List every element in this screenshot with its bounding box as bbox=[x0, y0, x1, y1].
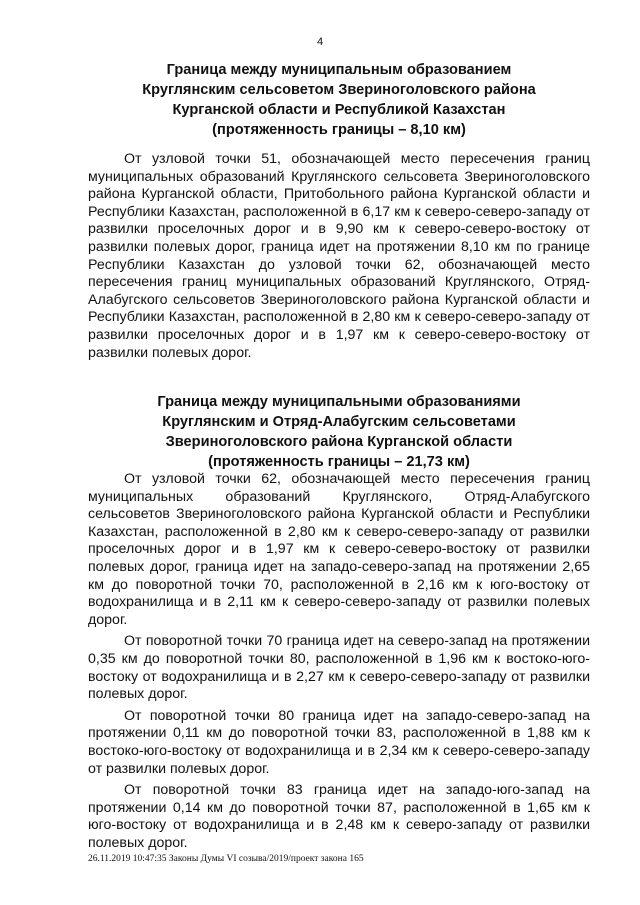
section1-body bbox=[88, 151, 590, 362]
section2-title-line: (протяженность границы – 21,73 км) bbox=[208, 454, 470, 470]
footer-stamp: 26.11.2019 10:47:35 Законы Думы VI созыва/2019/проект закона 165 bbox=[88, 854, 364, 864]
section1-title-line: (протяженность границы – 8,10 км) bbox=[212, 122, 466, 138]
section1-title bbox=[88, 60, 590, 140]
section2-body bbox=[88, 471, 590, 852]
section2-title-line: Звериноголовского района Курганской области bbox=[165, 434, 513, 450]
section1-paragraph: От узловой точки 51, обозначающей место пересечения границ муниципальных образований Круглянского сельсовета Звериноголовского района Курганской области, Притобольного района Курганской области и Республики Казахстан, расположенной в 6,17 км к северо-северо-западу от развилки проселочных дорог и в 9,90 км к северо-северо-востоку от развилки полевых дорог, граница идет на протяжении 8,10 км по границе Республики Казахстан до узловой точки 62, обозначающей место пересечения границ муниципальных образований Круглянского, Отряд-Алабугского сельсоветов Звериноголовского района Курганской области и Республики Казахстан, расположенной в 2,80 км к северо-северо-западу от развилки проселочных дорог и в 1,97 км к северо-северо-востоку от развилки полевых дорог. bbox=[88, 151, 590, 361]
section2-paragraph: От поворотной точки 80 граница идет на западо-северо-запад на протяжении 0,11 км до поворотной точки 83, расположенной в 1,88 км к востоко-юго-востоку от водохранилища и в 2,34 км к северо-северо-западу от развилки полевых дорог. bbox=[88, 707, 590, 777]
section1-title-line: Курганской области и Республикой Казахстан bbox=[172, 102, 506, 118]
section2-title bbox=[88, 392, 590, 472]
section1-title-line: Круглянским сельсоветом Звериноголовского района bbox=[142, 82, 536, 98]
section2-paragraph: От поворотной точки 70 граница идет на северо-запад на протяжении 0,35 км до поворотной точки 80, расположенной в 1,96 км к востоко-юго-востоку от водохранилища и в 2,27 км к северо-северо-западу от развилки полевых дорог. bbox=[88, 633, 590, 703]
section1-title-line: Граница между муниципальным образованием bbox=[166, 62, 512, 78]
page-number: 4 bbox=[316, 36, 324, 48]
section2-paragraph: От узловой точки 62, обозначающей место пересечения границ муниципальных образований Круглянского, Отряд-Алабугского сельсоветов Звериноголовского района Курганской области и Республики Казахстан, расположенной в 2,80 км к северо-северо-западу от развилки проселочных дорог и в 1,97 км к северо-северо-востоку от развилки полевых дорог, граница идет на западо-северо-запад на протяжении 2,65 км до поворотной точки 70, расположенной в 2,16 км к юго-востоку от водохранилища и в 2,11 км к северо-северо-западу от развилки полевых дорог. bbox=[88, 471, 590, 628]
section2-title-line: Граница между муниципальными образованиями bbox=[157, 394, 521, 410]
section2-paragraph: От поворотной точки 83 граница идет на западо-юго-запад на протяжении 0,14 км до поворотной точки 87, расположенной в 1,65 км к юго-востоку от водохранилища и в 2,48 км к северо-западу от развилки полевых дорог. bbox=[88, 782, 590, 851]
section2-title-line: Круглянским и Отряд-Алабугским сельсоветами bbox=[162, 414, 516, 430]
